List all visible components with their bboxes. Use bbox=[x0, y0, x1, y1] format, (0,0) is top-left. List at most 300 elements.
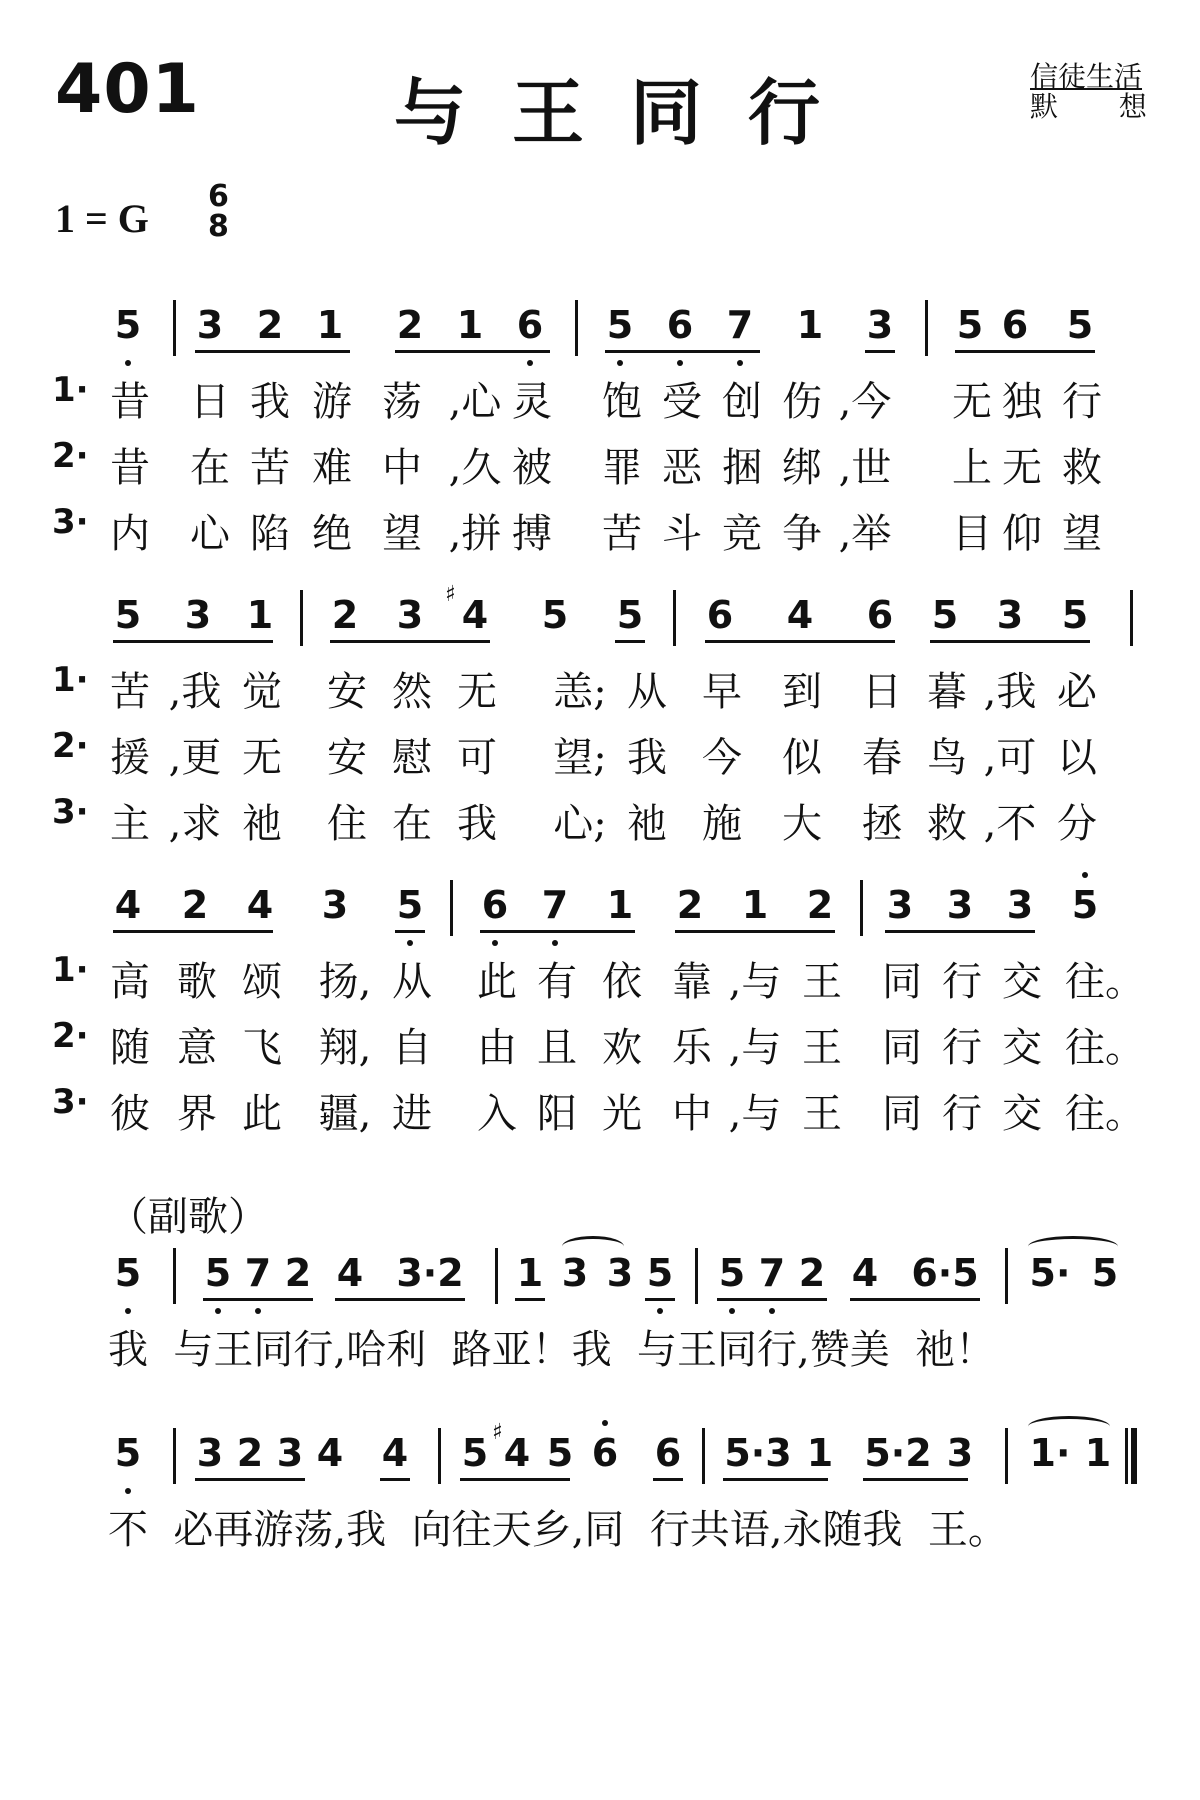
lyric-line-1-1 bbox=[0, 370, 1200, 424]
note: 3 bbox=[886, 883, 914, 927]
lyric-char: 受 bbox=[662, 379, 702, 425]
beam bbox=[203, 1298, 313, 1301]
lyric-char: 同 bbox=[882, 1091, 922, 1137]
note: 4 bbox=[786, 593, 814, 637]
beam bbox=[395, 930, 425, 933]
lyric-char: 援 bbox=[110, 735, 150, 781]
bar-line bbox=[450, 880, 453, 936]
beam bbox=[480, 930, 635, 933]
low-octave-dot bbox=[677, 360, 683, 366]
note: 7 bbox=[758, 1251, 786, 1295]
note: 6 bbox=[1001, 303, 1029, 347]
lyric-char: ,求 bbox=[168, 801, 222, 847]
time-signature-bottom: 8 bbox=[208, 209, 229, 244]
note: 2 bbox=[396, 303, 424, 347]
lyric-char: ,与 bbox=[728, 1025, 782, 1071]
notation-line-2 bbox=[0, 582, 1200, 650]
credits bbox=[1030, 62, 1173, 122]
note: 4 bbox=[316, 1431, 344, 1475]
lyric-char: 然 bbox=[392, 669, 432, 715]
note: 6 bbox=[591, 1431, 619, 1475]
note: 1 bbox=[516, 1251, 544, 1295]
lyric-char: 彼 bbox=[110, 1091, 150, 1137]
lyric-char: 斗 bbox=[662, 511, 702, 557]
lyric-char: 往。 bbox=[1065, 1091, 1145, 1137]
note: 1 bbox=[806, 1431, 834, 1475]
beam bbox=[653, 1478, 683, 1481]
tie bbox=[562, 1236, 624, 1257]
note: 1 bbox=[606, 883, 634, 927]
lyric-char: 往。 bbox=[1065, 959, 1145, 1005]
lyric-char: 安 bbox=[327, 735, 367, 781]
lyric-char: 王 bbox=[802, 1025, 842, 1071]
composer-credit: 默 想 bbox=[1030, 90, 1173, 123]
note: 3 bbox=[561, 1251, 589, 1295]
note: 7 bbox=[726, 303, 754, 347]
low-octave-dot bbox=[215, 1308, 221, 1314]
lyric-char: 进 bbox=[392, 1091, 432, 1137]
note: 5 bbox=[606, 303, 634, 347]
low-octave-dot bbox=[552, 940, 558, 946]
low-octave-dot bbox=[255, 1308, 261, 1314]
note: 4 bbox=[381, 1431, 409, 1475]
lyric-char: 必 bbox=[1057, 669, 1097, 715]
lyric-char: 昔 bbox=[110, 379, 150, 425]
lyric-char: 搏 bbox=[512, 511, 552, 557]
bar-line bbox=[173, 300, 176, 356]
hymn-title: 与王同行 bbox=[393, 71, 866, 155]
lyric-char: 伤 bbox=[782, 379, 822, 425]
lyric-char: 入 bbox=[477, 1091, 517, 1137]
note: 5 bbox=[616, 593, 644, 637]
lyric-char: 觉 bbox=[242, 669, 282, 715]
beam bbox=[863, 1478, 968, 1481]
verse-number: 1· bbox=[52, 950, 89, 990]
lyric-char: 无 bbox=[952, 379, 992, 425]
lyric-char: 竞 bbox=[722, 511, 762, 557]
note: 5 bbox=[1091, 1251, 1119, 1295]
lyric-char: ,更 bbox=[168, 735, 222, 781]
note: 6 bbox=[666, 303, 694, 347]
note: 2 bbox=[236, 1431, 264, 1475]
lyric-char: 飞 bbox=[242, 1025, 282, 1071]
beam bbox=[330, 640, 490, 643]
verse-number: 3· bbox=[52, 502, 89, 542]
lyric-char: ,与 bbox=[728, 1091, 782, 1137]
note: 4 bbox=[246, 883, 274, 927]
note: 2 bbox=[331, 593, 359, 637]
lyric-char: 暮 bbox=[927, 669, 967, 715]
sharp-sign: ♯ bbox=[445, 582, 456, 607]
lyric-char: 早 bbox=[702, 669, 742, 715]
lyric-char: 被 bbox=[512, 445, 552, 491]
lyric-char: 界 bbox=[177, 1091, 217, 1137]
lyric-char: 望 bbox=[1062, 511, 1102, 557]
lyric-char: 我 bbox=[627, 735, 667, 781]
beam bbox=[723, 1478, 828, 1481]
note: 2 bbox=[806, 883, 834, 927]
time-signature-top: 6 bbox=[208, 179, 229, 214]
chorus-lyric-line-2 bbox=[0, 1498, 1200, 1552]
low-octave-dot bbox=[657, 1308, 663, 1314]
note: 3 bbox=[321, 883, 349, 927]
note: 1 bbox=[796, 303, 824, 347]
lyric-char: 大 bbox=[782, 801, 822, 847]
note: 6 bbox=[654, 1431, 682, 1475]
lyric-char: 心 bbox=[190, 511, 230, 557]
lyric-char: ,与 bbox=[728, 959, 782, 1005]
fermata-icon bbox=[602, 1420, 608, 1426]
beam bbox=[615, 640, 645, 643]
lyric-line-2-1 bbox=[0, 660, 1200, 714]
note: 3 bbox=[946, 883, 974, 927]
lyric-char: 目 bbox=[952, 511, 992, 557]
lyric-char: 在 bbox=[190, 445, 230, 491]
lyric-char: 绑 bbox=[782, 445, 822, 491]
lyric-char: 我 bbox=[457, 801, 497, 847]
lyric-char: 苦 bbox=[110, 669, 150, 715]
lyric-char: 日 bbox=[190, 379, 230, 425]
low-octave-dot bbox=[729, 1308, 735, 1314]
lyric-char: 鸟 bbox=[927, 735, 967, 781]
note: 7 bbox=[541, 883, 569, 927]
lyric-char: 拯 bbox=[862, 801, 902, 847]
beam bbox=[113, 930, 273, 933]
lyric-char: 苦 bbox=[602, 511, 642, 557]
lyric-line-2-2 bbox=[0, 726, 1200, 780]
lyric-char: 分 bbox=[1057, 801, 1097, 847]
final-bar-line bbox=[1125, 1428, 1137, 1484]
lyricist-credit: 信徒生活 bbox=[1030, 60, 1143, 93]
lyric-char: 乐 bbox=[672, 1025, 712, 1071]
note: 5 bbox=[718, 1251, 746, 1295]
beam bbox=[195, 350, 350, 353]
note: 2 bbox=[181, 883, 209, 927]
note: 6 bbox=[516, 303, 544, 347]
note: 3 bbox=[946, 1431, 974, 1475]
fermata-icon bbox=[1082, 872, 1088, 878]
bar-line bbox=[1130, 590, 1133, 646]
lyric-char: ,心 bbox=[448, 379, 502, 425]
lyric-char: 无 bbox=[457, 669, 497, 715]
lyric-char: 慰 bbox=[392, 735, 432, 781]
note: 5 bbox=[114, 593, 142, 637]
lyric-char: ,今 bbox=[838, 379, 892, 425]
lyric-char: 翔, bbox=[318, 1025, 372, 1071]
lyric-char: 苦 bbox=[250, 445, 290, 491]
note: 5 bbox=[204, 1251, 232, 1295]
beam bbox=[717, 1298, 827, 1301]
lyric-char: 且 bbox=[537, 1025, 577, 1071]
note: 3 bbox=[184, 593, 212, 637]
lyric-char: 绝 bbox=[312, 511, 352, 557]
note: 1 bbox=[246, 593, 274, 637]
lyric-char: 游 bbox=[312, 379, 352, 425]
chorus-lyrics: 我 与王同行,哈利 路亚！我 与王同行,赞美 祂！ bbox=[108, 1327, 996, 1373]
lyric-char: 日 bbox=[862, 669, 902, 715]
verse-number: 2· bbox=[52, 1016, 89, 1056]
bar-line bbox=[695, 1248, 698, 1304]
notation-line-4 bbox=[0, 1248, 1200, 1308]
lyric-char: 以 bbox=[1057, 735, 1097, 781]
lyric-line-2-3 bbox=[0, 792, 1200, 846]
lyric-char: 高 bbox=[110, 959, 150, 1005]
verse-number: 2· bbox=[52, 726, 89, 766]
lyric-char: 此 bbox=[477, 959, 517, 1005]
bar-line bbox=[495, 1248, 498, 1304]
note: 3 bbox=[396, 593, 424, 637]
note: 3 bbox=[866, 303, 894, 347]
note: 4 bbox=[503, 1431, 531, 1475]
beam bbox=[885, 930, 1035, 933]
note: 5 bbox=[114, 1431, 142, 1475]
chorus-label: （副歌） bbox=[108, 1194, 268, 1240]
lyric-char: 创 bbox=[722, 379, 762, 425]
note: 5 bbox=[1066, 303, 1094, 347]
beam bbox=[865, 350, 895, 353]
lyric-char: ,拼 bbox=[448, 511, 502, 557]
lyric-char: ,世 bbox=[838, 445, 892, 491]
lyric-char: 昔 bbox=[110, 445, 150, 491]
low-octave-dot bbox=[407, 940, 413, 946]
time-signature bbox=[208, 179, 229, 244]
lyric-char: 罪 bbox=[602, 445, 642, 491]
verse-number: 3· bbox=[52, 1082, 89, 1122]
lyric-char: 随 bbox=[110, 1025, 150, 1071]
lyric-char: 行 bbox=[1062, 379, 1102, 425]
low-octave-dot bbox=[527, 360, 533, 366]
lyric-char: 行 bbox=[942, 959, 982, 1005]
lyric-char: 歌 bbox=[177, 959, 217, 1005]
bar-line bbox=[173, 1428, 176, 1484]
lyric-char: 祂 bbox=[627, 801, 667, 847]
lyric-char: 施 bbox=[702, 801, 742, 847]
lyric-char: 自 bbox=[392, 1025, 432, 1071]
note: 1 bbox=[741, 883, 769, 927]
note: 3 bbox=[276, 1431, 304, 1475]
beam bbox=[675, 930, 835, 933]
lyric-char: 难 bbox=[312, 445, 352, 491]
lyric-char: 靠 bbox=[672, 959, 712, 1005]
beam bbox=[605, 350, 760, 353]
lyric-char: 由 bbox=[477, 1025, 517, 1071]
beam bbox=[395, 350, 550, 353]
note: 4 bbox=[336, 1251, 364, 1295]
note: 5·2 bbox=[864, 1431, 932, 1475]
note: 3 bbox=[606, 1251, 634, 1295]
lyric-char: 内 bbox=[110, 511, 150, 557]
lyric-char: 到 bbox=[782, 669, 822, 715]
low-octave-dot bbox=[125, 360, 131, 366]
note: 2 bbox=[256, 303, 284, 347]
note: 5 bbox=[931, 593, 959, 637]
beam bbox=[930, 640, 1090, 643]
lyric-char: 仰 bbox=[1002, 511, 1042, 557]
sharp-sign: ♯ bbox=[492, 1420, 503, 1445]
bar-line bbox=[860, 880, 863, 936]
lyric-line-1-2 bbox=[0, 436, 1200, 490]
low-octave-dot bbox=[617, 360, 623, 366]
note: 6 bbox=[481, 883, 509, 927]
beam bbox=[195, 1478, 305, 1481]
lyric-char: 疆, bbox=[318, 1091, 372, 1137]
lyric-char: 救 bbox=[927, 801, 967, 847]
lyric-char: 行 bbox=[942, 1025, 982, 1071]
lyric-char: 望 bbox=[382, 511, 422, 557]
lyric-char: ,可 bbox=[983, 735, 1037, 781]
lyric-char: 主 bbox=[110, 801, 150, 847]
lyric-char: 有 bbox=[537, 959, 577, 1005]
key-signature: 1 = G bbox=[55, 196, 149, 241]
lyric-char: 独 bbox=[1002, 379, 1042, 425]
lyric-char: 似 bbox=[782, 735, 822, 781]
bar-line bbox=[300, 590, 303, 646]
verse-number: 1· bbox=[52, 370, 89, 410]
bar-line bbox=[1005, 1428, 1008, 1484]
notation-line-3 bbox=[0, 880, 1200, 940]
lyric-char: 扬, bbox=[318, 959, 372, 1005]
note: 5 bbox=[646, 1251, 674, 1295]
chorus-lyrics: 不 必再游荡,我 向往天乡,同 行共语,永随我 王。 bbox=[108, 1507, 1008, 1553]
lyric-char: 可 bbox=[457, 735, 497, 781]
lyric-char: 饱 bbox=[602, 379, 642, 425]
note: 3 bbox=[996, 593, 1024, 637]
low-octave-dot bbox=[125, 1308, 131, 1314]
lyric-char: 光 bbox=[602, 1091, 642, 1137]
note: 5· bbox=[1029, 1251, 1071, 1295]
note: 4 bbox=[461, 593, 489, 637]
beam bbox=[645, 1298, 675, 1301]
beam bbox=[705, 640, 895, 643]
lyric-char: 上 bbox=[952, 445, 992, 491]
lyric-char: 中 bbox=[672, 1091, 712, 1137]
note: 4 bbox=[114, 883, 142, 927]
note: 2 bbox=[284, 1251, 312, 1295]
bar-line bbox=[673, 590, 676, 646]
bar-line bbox=[173, 1248, 176, 1304]
bar-line bbox=[925, 300, 928, 356]
lyric-char: 往。 bbox=[1065, 1025, 1145, 1071]
lyric-char: ,我 bbox=[983, 669, 1037, 715]
low-octave-dot bbox=[769, 1308, 775, 1314]
lyric-char: ,久 bbox=[448, 445, 502, 491]
lyric-char: 在 bbox=[392, 801, 432, 847]
lyric-char: 无 bbox=[1002, 445, 1042, 491]
lyric-char: 今 bbox=[702, 735, 742, 781]
lyric-char: 依 bbox=[602, 959, 642, 1005]
lyric-char: 春 bbox=[862, 735, 902, 781]
note: 2 bbox=[798, 1251, 826, 1295]
lyric-char: 中 bbox=[382, 445, 422, 491]
lyric-char: 阳 bbox=[537, 1091, 577, 1137]
note: 5 bbox=[396, 883, 424, 927]
beam bbox=[515, 1298, 545, 1301]
lyric-char: ,我 bbox=[168, 669, 222, 715]
note: 5·3 bbox=[724, 1431, 792, 1475]
lyric-char: 同 bbox=[882, 1025, 922, 1071]
note: 5 bbox=[1061, 593, 1089, 637]
lyric-char: 祂 bbox=[242, 801, 282, 847]
chorus-lyric-line-1 bbox=[0, 1318, 1200, 1372]
lyric-char: 望; bbox=[553, 735, 607, 781]
notation-line-1 bbox=[0, 300, 1200, 360]
tie bbox=[1028, 1416, 1110, 1437]
note: 1 bbox=[456, 303, 484, 347]
lyric-char: 灵 bbox=[512, 379, 552, 425]
lyric-char: 捆 bbox=[722, 445, 762, 491]
lyric-char: 从 bbox=[627, 669, 667, 715]
lyric-char: 救 bbox=[1062, 445, 1102, 491]
lyric-char: 交 bbox=[1002, 1025, 1042, 1071]
note: 2 bbox=[676, 883, 704, 927]
lyric-char: 无 bbox=[242, 735, 282, 781]
verse-number: 1· bbox=[52, 660, 89, 700]
low-octave-dot bbox=[492, 940, 498, 946]
note: 5 bbox=[1071, 883, 1099, 927]
bar-line bbox=[1005, 1248, 1008, 1304]
lyric-char: 交 bbox=[1002, 959, 1042, 1005]
beam bbox=[113, 640, 273, 643]
lyric-line-3-3 bbox=[0, 1082, 1200, 1136]
lyric-char: 行 bbox=[942, 1091, 982, 1137]
lyric-char: 恶 bbox=[662, 445, 702, 491]
hymn-number: 401 bbox=[55, 50, 200, 129]
lyric-char: 我 bbox=[250, 379, 290, 425]
bar-line bbox=[438, 1428, 441, 1484]
lyric-line-1-3 bbox=[0, 502, 1200, 556]
lyric-char: 从 bbox=[392, 959, 432, 1005]
lyric-char: ,不 bbox=[983, 801, 1037, 847]
note: 3·2 bbox=[396, 1251, 464, 1295]
lyric-char: 争 bbox=[782, 511, 822, 557]
note: 4 bbox=[851, 1251, 879, 1295]
note: 5 bbox=[114, 303, 142, 347]
note: 3 bbox=[196, 303, 224, 347]
verse-number: 3· bbox=[52, 792, 89, 832]
beam bbox=[850, 1298, 980, 1301]
note: 5 bbox=[461, 1431, 489, 1475]
note: 3 bbox=[1006, 883, 1034, 927]
lyric-char: 王 bbox=[802, 1091, 842, 1137]
notation-line-5 bbox=[0, 1420, 1200, 1488]
note: 5 bbox=[114, 1251, 142, 1295]
lyric-char: 交 bbox=[1002, 1091, 1042, 1137]
note: 6 bbox=[706, 593, 734, 637]
lyric-char: 荡 bbox=[382, 379, 422, 425]
lyric-char: 意 bbox=[177, 1025, 217, 1071]
lyric-char: 心; bbox=[553, 801, 607, 847]
tie bbox=[1028, 1236, 1118, 1257]
note: 1· bbox=[1029, 1431, 1071, 1475]
beam bbox=[335, 1298, 465, 1301]
verse-number: 2· bbox=[52, 436, 89, 476]
lyric-line-3-2 bbox=[0, 1016, 1200, 1070]
note: 6 bbox=[866, 593, 894, 637]
lyric-char: 此 bbox=[242, 1091, 282, 1137]
lyric-char: 颂 bbox=[242, 959, 282, 1005]
note: 5 bbox=[541, 593, 569, 637]
note: 1 bbox=[1084, 1431, 1112, 1475]
low-octave-dot bbox=[125, 1488, 131, 1494]
note: 7 bbox=[244, 1251, 272, 1295]
bar-line bbox=[575, 300, 578, 356]
lyric-char: ,举 bbox=[838, 511, 892, 557]
note: 6·5 bbox=[911, 1251, 979, 1295]
low-octave-dot bbox=[737, 360, 743, 366]
note: 1 bbox=[316, 303, 344, 347]
note: 5 bbox=[956, 303, 984, 347]
lyric-char: 恙; bbox=[553, 669, 607, 715]
